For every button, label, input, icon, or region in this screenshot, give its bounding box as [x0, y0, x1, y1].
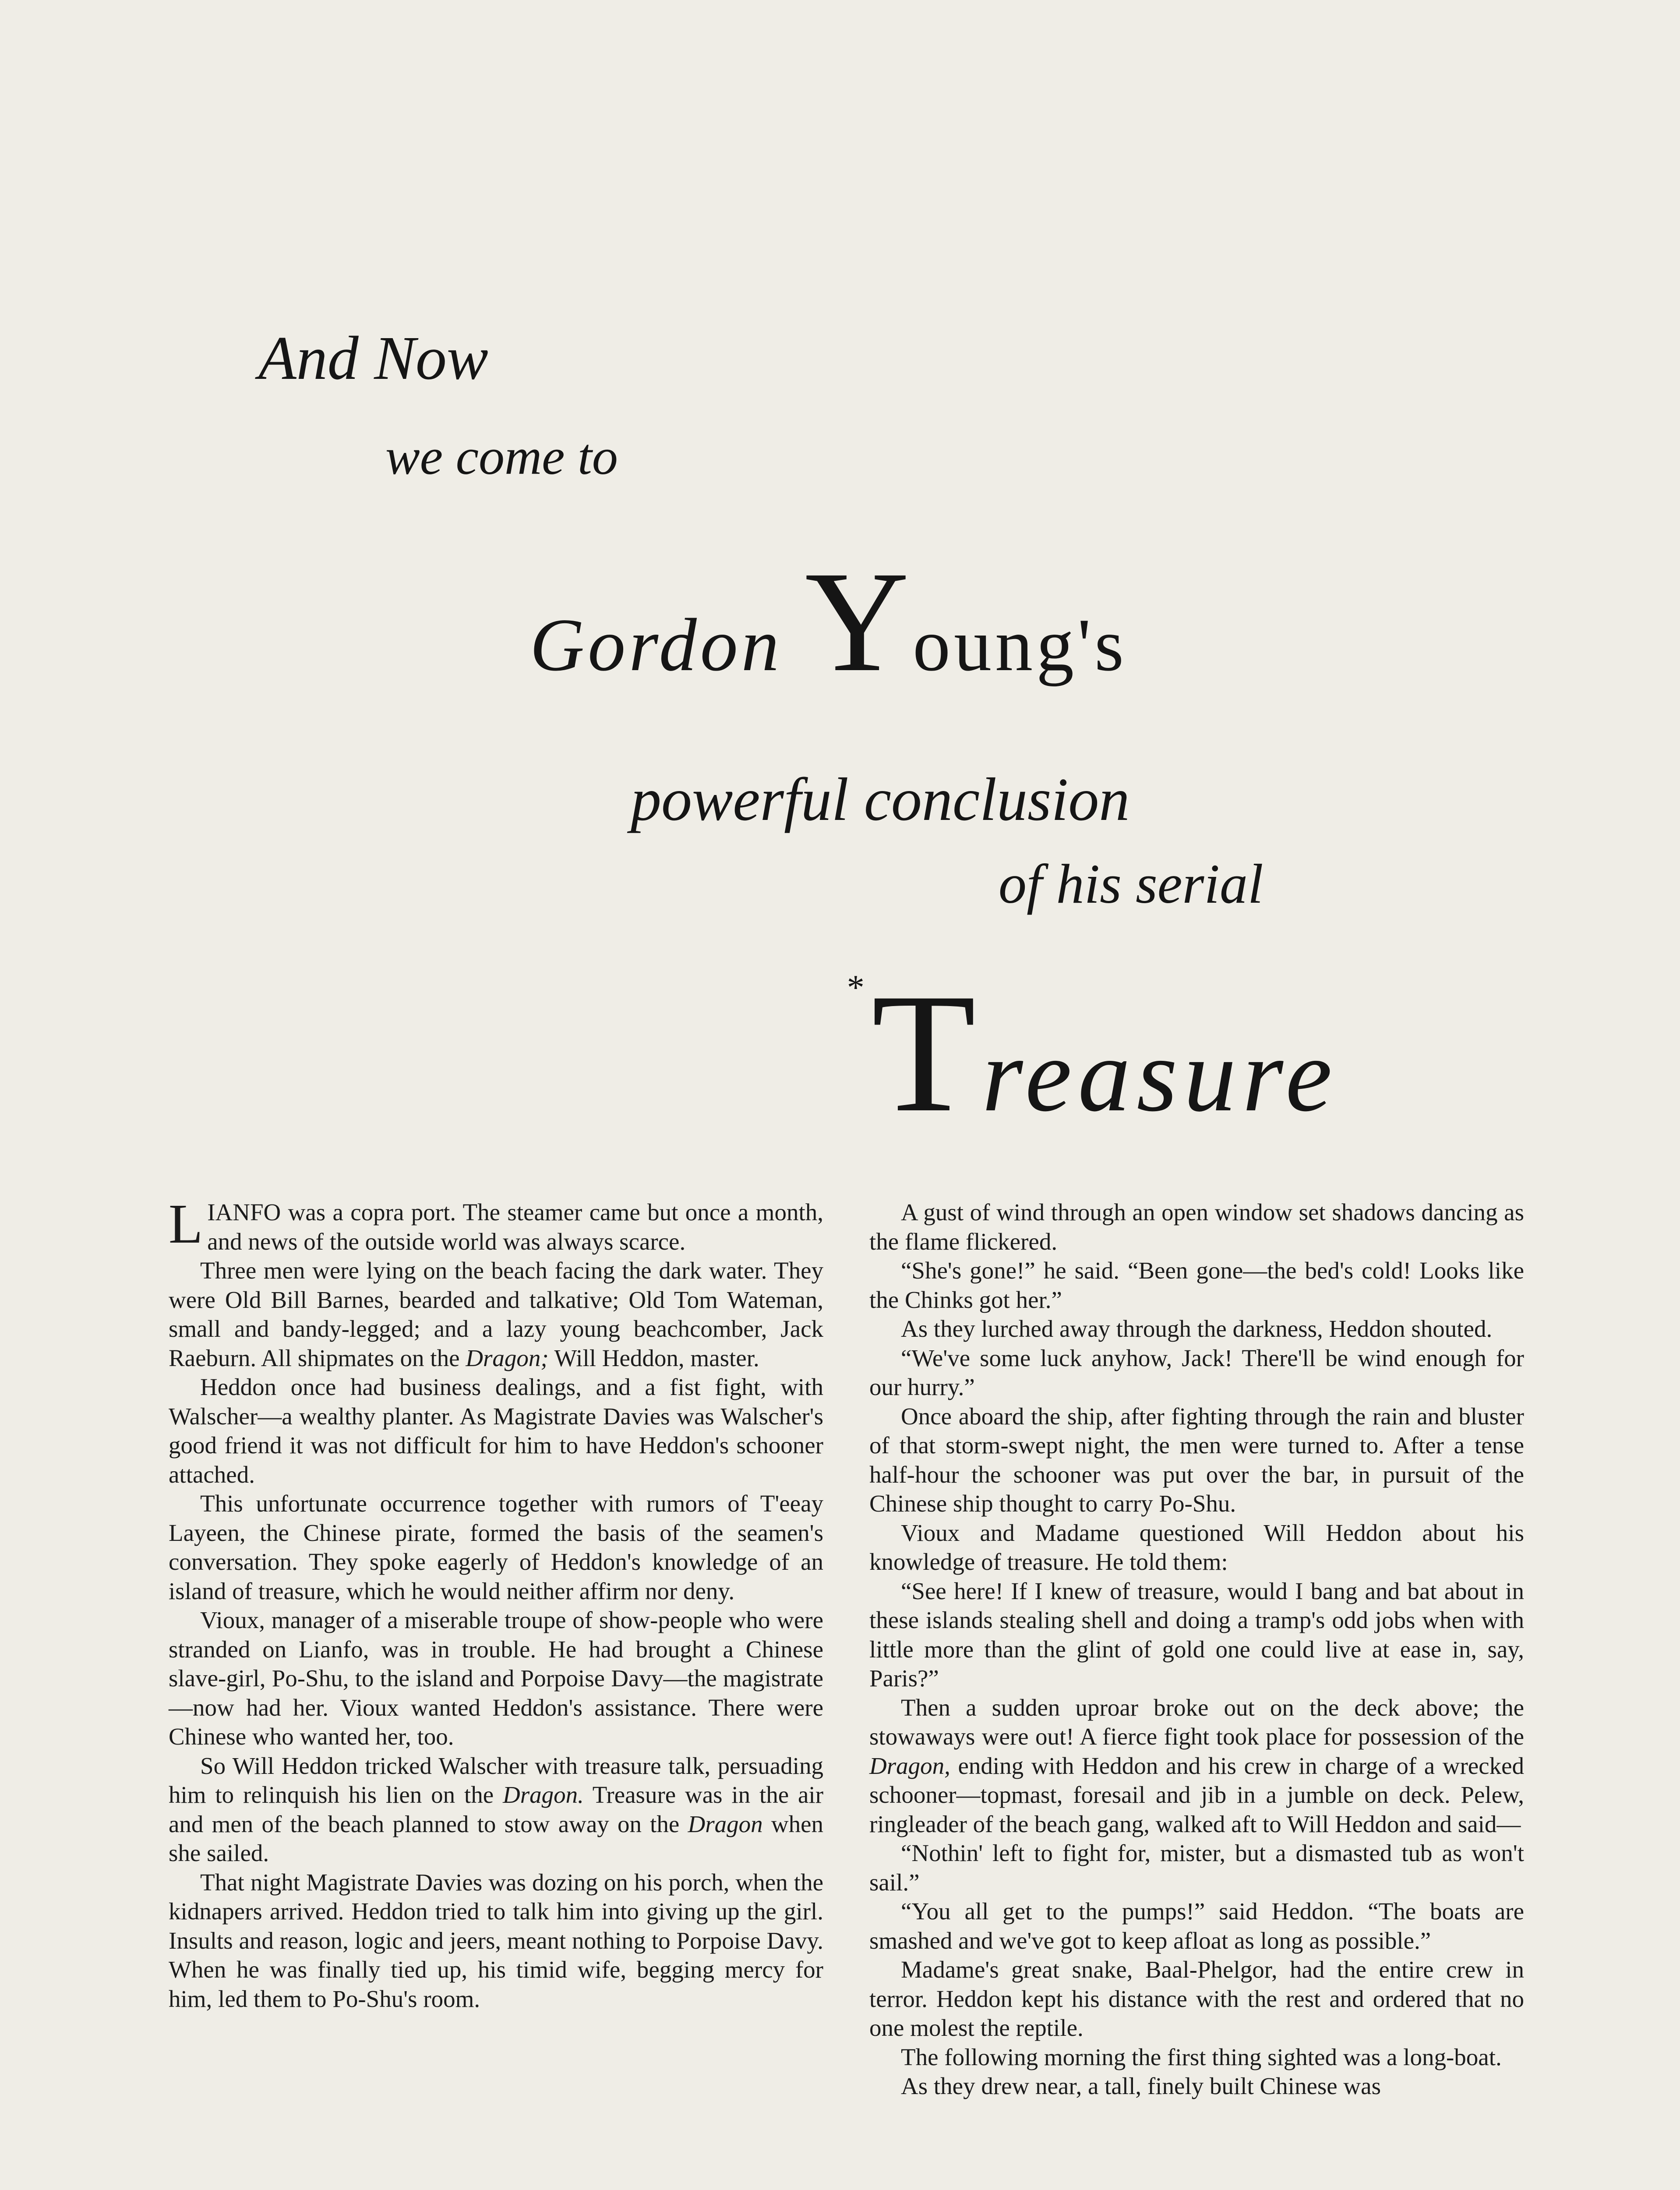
paragraph: Heddon once had business dealings, and a fist fight, with Walscher—a wealthy planter. As Magistrate Davies was Walscher's good friend it was not difficult for him to have Heddon's schooner attached. — [169, 1374, 823, 1488]
paragraph: Vioux, manager of a miserable troupe of show-people who were stranded on Lianfo, was in trouble. He had brought a Chinese slave-girl, Po-Shu, to the island and Porpoise Davy—the magistrate—now had her. Vioux wanted Heddon's assistance. There were Chinese who wanted her, too. — [169, 1607, 823, 1750]
paragraph: The following morning the first thing sighted was a long-boat. — [901, 2043, 1502, 2070]
paragraph: As they drew near, a tall, finely built Chinese was — [901, 2073, 1381, 2099]
title-line-powerful-conclusion: powerful conclusion — [631, 766, 1130, 834]
paragraph-text: So Will Heddon tricked Walscher with treasure talk, persuading him to relinquish his lien on the — [169, 1752, 823, 1808]
title-line-and-now: And Now — [258, 323, 488, 392]
paragraph: “See here! If I knew of treasure, would I bang and bat about in these islands stealing shell and doing a tramp's odd jobs when with little more than the glint of gold one could live at ease in, say, Paris?” — [869, 1577, 1524, 1692]
paragraph: A gust of wind through an open window set shadows dancing as the flame flickered. — [869, 1199, 1524, 1255]
paragraph: “She's gone!” he said. “Been gone—the bed's cold! Looks like the Chinks got her.” — [869, 1257, 1524, 1313]
author-initial: Y — [805, 542, 913, 702]
paragraph-text: Three men were lying on the beach facing the dark water. They were Old Bill Barnes, bearded and talkative; Old Tom Wateman, small and bandy-legged; and a lazy young beachcomber, Jack Raeburn. All shipmates on the — [169, 1257, 823, 1371]
paragraph — [169, 1752, 823, 1868]
paragraph: As they lurched away through the darkness, Heddon shouted. — [901, 1315, 1493, 1342]
paragraph: This unfortunate occurrence together with rumors of T'eeay Layeen, the Chinese pirate, formed the basis of the seamen's conversation. They spoke eagerly of Heddon's knowledge of an island of treasure, which he would neither affirm nor deny. — [169, 1490, 823, 1604]
author-last-name-rest: oung's — [913, 604, 1128, 687]
paragraph-text: IANFO was a copra port. The steamer came but once a month, and news of the outside world was always scarce. — [207, 1199, 823, 1255]
paragraph-text: ending with Heddon and his crew in charge of a wrecked schooner—topmast, foresail and jib in a jumble on deck. Pelew, ringleader of the beach gang, walked aft to Will Heddon and said— — [869, 1752, 1524, 1837]
paragraph-text: Will Heddon, master. — [554, 1344, 759, 1371]
drop-cap: L — [169, 1193, 203, 1255]
footnote-marker: * — [845, 968, 869, 1007]
paragraph: “You all get to the pumps!” said Heddon. “The boats are smashed and we've got to keep afloat as long as possible.” — [869, 1898, 1524, 1954]
story-title-initial: T — [872, 958, 982, 1148]
ship-name: Dragon. — [503, 1781, 584, 1808]
paragraph: Vioux and Madame questioned Will Heddon about his knowledge of treasure. He told them: — [869, 1519, 1524, 1575]
paragraph: Madame's great snake, Baal-Phelgor, had the entire crew in terror. Heddon kept his distance with the rest and ordered that no one molest the reptile. — [869, 1956, 1524, 2041]
title-line-of-his-serial: of his serial — [999, 853, 1264, 915]
paragraph-text: when she sailed. — [169, 1810, 824, 1866]
title-line-we-come-to: we come to — [385, 428, 618, 485]
story-title — [845, 955, 1338, 1152]
ship-name: Dragon; — [466, 1344, 549, 1371]
story-title-rest: reasure — [982, 1017, 1338, 1133]
paragraph — [169, 1193, 823, 1256]
paragraph: “Nothin' left to fight for, mister, but a dismasted tub as won't sail.” — [869, 1840, 1524, 1896]
paragraph: That night Magistrate Davies was dozing on his porch, when the kidnapers arrived. Heddon tried to talk him into giving up the girl. Insults and reason, logic and jeers, meant nothing to Porpoise Davy. When he was finally tied up, his timid wife, begging mercy for him, led them to Po-Shu's room. — [169, 1869, 823, 2012]
paragraph-text: Then a sudden uproar broke out on the deck above; the stowaways were out! A fierce fight took place for possession of the — [869, 1694, 1524, 1750]
paragraph — [869, 1693, 1524, 1839]
author-name — [530, 542, 1128, 702]
left-column — [169, 1193, 824, 2013]
paragraph — [169, 1256, 823, 1373]
paragraph: “We've some luck anyhow, Jack! There'll be wind enough for our hurry.” — [869, 1344, 1524, 1400]
paragraph-text: Treasure was in the air and men of the beach planned to stow away on the — [169, 1781, 824, 1837]
right-column — [869, 1198, 1524, 2101]
paragraph: Once aboard the ship, after fighting through the rain and bluster of that storm-swept night, the men were turned to. After a tense half-hour the schooner was put over the bar, in pursuit of the Chinese ship thought to carry Po-Shu. — [869, 1402, 1524, 1517]
author-first-name: Gordon — [530, 604, 783, 687]
ship-name: Dragon, — [869, 1752, 950, 1779]
ship-name: Dragon — [688, 1810, 763, 1837]
